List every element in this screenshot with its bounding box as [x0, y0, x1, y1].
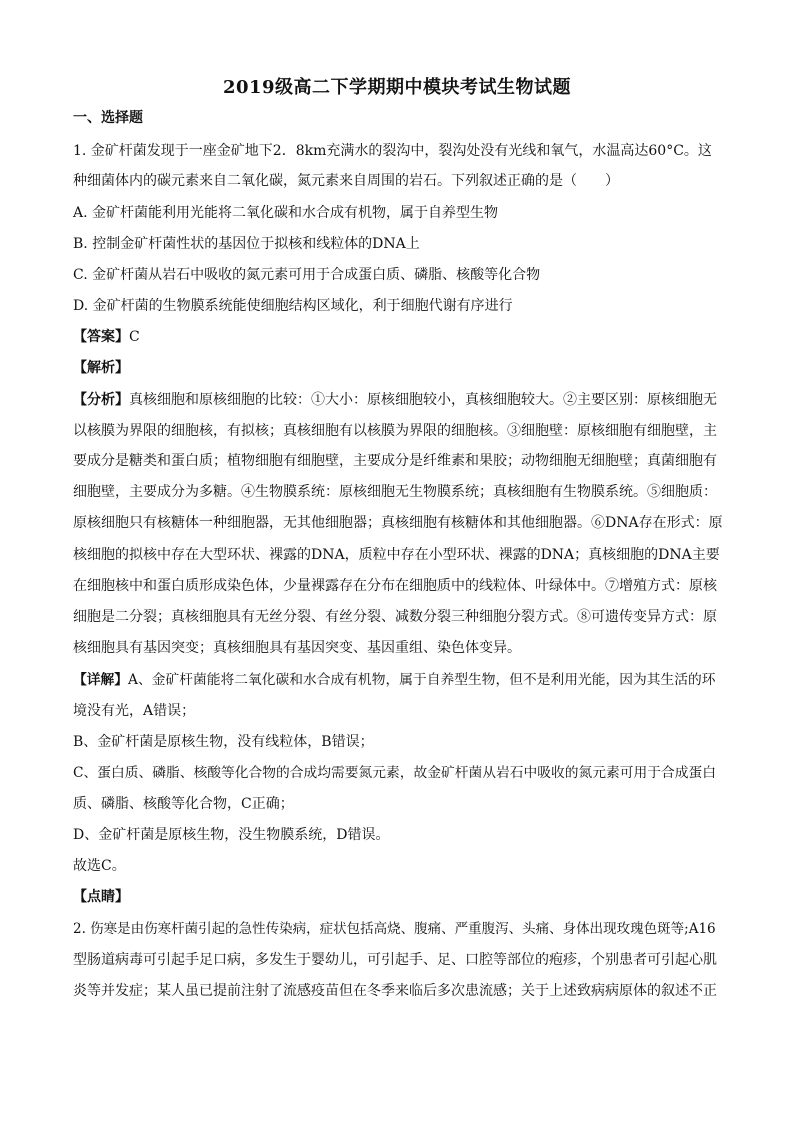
fenxi-line-5: 原核细胞只有核糖体一种细胞器，无其他细胞器；真核细胞有核糖体和其他细胞器。⑥DNA存在形式：原 — [73, 515, 723, 531]
fenxi-line-6: 核细胞的拟核中存在大型环状、裸露的DNA，质粒中存在小型环状、裸露的DNA；真核细胞的DNA主要 — [73, 547, 720, 563]
q1-stem-line-1: 1. 金矿杆菌发现于一座金矿地下2．8km充满水的裂沟中，裂沟处没有光线和氧气，水温高达60°C。这 — [73, 143, 712, 159]
fenxi-line-8: 细胞是二分裂；真核细胞具有无丝分裂、有丝分裂、减数分裂三种细胞分裂方式。⑧可遗传变异方式：原 — [73, 609, 717, 625]
detail-c-line-2: 质、磷脂、核酸等化合物，C正确； — [73, 796, 294, 812]
fenxi-text: 真核细胞和原核细胞的比较：①大小：原核细胞较小，真核细胞较大。②主要区别：原核细胞无 — [129, 392, 717, 408]
detail-text: A、金矿杆菌能将二氧化碳和水合成有机物，属于自养型生物，但不是利用光能，因为其生活的环 — [128, 672, 716, 688]
q2-line-1: 2. 伤寒是由伤寒杆菌引起的急性传染病，症状包括高烧、腹痛、严重腹泻、头痛、身体出现玫瑰色斑等;A16 — [73, 921, 716, 937]
fenxi-line-3: 要成分是糖类和蛋白质；植物细胞有细胞壁，主要成分是纤维素和果胶；动物细胞无细胞壁；真菌细胞有 — [73, 453, 717, 469]
q1-stem-line-2: 种细菌体内的碳元素来自二氧化碳，氮元素来自周围的岩石。下列叙述正确的是（ ） — [73, 173, 619, 189]
q2-line-2: 型肠道病毒可引起手足口病，多发生于婴幼儿，可引起手、足、口腔等部位的疱疹，个别患者可引起心肌 — [73, 952, 717, 968]
q1-option-b: B. 控制金矿杆菌性状的基因位于拟核和线粒体的DNA上 — [73, 236, 420, 252]
q1-answer — [73, 327, 723, 347]
detail-line-1 — [73, 670, 723, 690]
q2-line-3: 炎等并发症；某人虽已提前注射了流感疫苗但在冬季来临后多次患流感；关于上述致病病原体的叙述不正 — [73, 983, 717, 999]
detail-c-line-1: C、蛋白质、磷脂、核酸等化合物的合成均需要氮元素，故金矿杆菌从岩石中吸收的氮元素可用于合成蛋白 — [73, 765, 717, 781]
section-heading: 一、选择题 — [73, 110, 143, 126]
answer-value: C — [129, 329, 140, 345]
fenxi-tag: 【分析】 — [73, 392, 129, 408]
q1-option-c: C. 金矿杆菌从岩石中吸收的氮元素可用于合成蛋白质、磷脂、核酸等化合物 — [73, 267, 541, 283]
detail-d: D、金矿杆菌是原核生物，没生物膜系统，D错误。 — [73, 827, 390, 843]
conclusion: 故选C。 — [73, 858, 126, 874]
q1-option-d: D. 金矿杆菌的生物膜系统能使细胞结构区域化，利于细胞代谢有序进行 — [73, 298, 513, 314]
page-title: 2019级高二下学期期中模块考试生物试题 — [222, 77, 572, 98]
detail-tag: 【详解】 — [73, 672, 129, 688]
fenxi-line-4: 细胞壁，主要成分为多糖。④生物膜系统：原核细胞无生物膜系统；真核细胞有生物膜系统。⑤细胞质： — [73, 484, 717, 500]
fenxi-line-9: 核细胞具有基因突变；真核细胞具有基因突变、基因重组、染色体变异。 — [73, 640, 521, 656]
answer-tag: 【答案】 — [73, 329, 129, 345]
fenxi-line-7: 在细胞核中和蛋白质形成染色体，少量裸露存在分布在细胞质中的线粒体、叶绿体中。⑦增殖方式：原核 — [73, 578, 717, 594]
fenxi-line-2: 以核膜为界限的细胞核，有拟核；真核细胞有以核膜为界限的细胞核。③细胞壁：原核细胞有细胞壁，主 — [73, 423, 717, 439]
analysis-tag: 【解析】 — [73, 360, 129, 376]
detail-line-2: 境没有光，A错误； — [73, 703, 196, 719]
fenxi-line-1 — [73, 390, 723, 410]
dianjing-tag: 【点睛】 — [73, 889, 129, 905]
q1-option-a: A. 金矿杆菌能利用光能将二氧化碳和水合成有机物，属于自养型生物 — [73, 205, 499, 221]
detail-b: B、金矿杆菌是原核生物，没有线粒体，B错误； — [73, 734, 374, 750]
